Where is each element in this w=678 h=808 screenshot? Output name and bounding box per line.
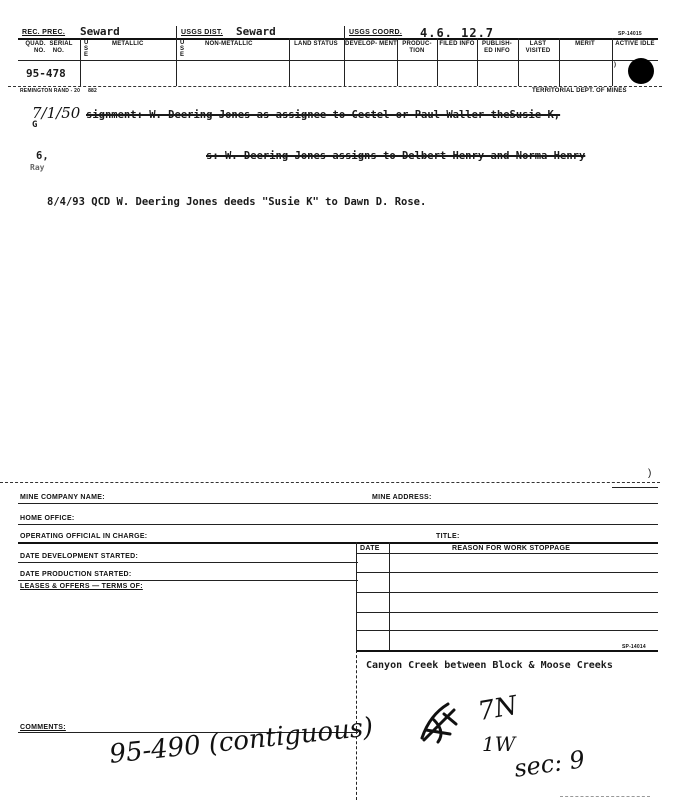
handwritten-range: 1W <box>482 732 516 756</box>
handwritten-scribble-icon <box>414 690 474 750</box>
entry-1-continued: G <box>32 120 38 130</box>
form-rule <box>18 524 658 525</box>
stoppage-header-rule <box>356 553 658 554</box>
date-column-header: DATE <box>360 545 380 552</box>
bottom-edge-mark <box>560 796 650 797</box>
stoppage-row-rule <box>356 592 658 593</box>
comments-label: COMMENTS: <box>20 724 66 731</box>
col-land-status: LAND STATUS <box>294 41 338 47</box>
usgs-coord-label: USGS COORD. <box>349 29 403 36</box>
date-production-label: DATE PRODUCTION STARTED: <box>20 571 132 578</box>
column-divider <box>518 38 519 86</box>
form-rule <box>18 542 658 544</box>
column-divider <box>559 38 560 86</box>
mine-address-label: MINE ADDRESS: <box>372 494 432 501</box>
form-rule <box>18 580 358 581</box>
entry-2-text: s: W. Deering Jones assigns to Delbert Henry and Norma Henry <box>206 150 586 162</box>
form-rule <box>18 562 358 563</box>
entry-2-continued: Ray <box>30 163 45 172</box>
col-filed-info: FILED INFO <box>439 41 475 47</box>
header-rule <box>18 38 658 40</box>
usgs-dist-value: Seward <box>236 25 276 38</box>
reason-column-header: REASON FOR WORK STOPPAGE <box>452 545 571 552</box>
stoppage-left-border <box>356 542 357 650</box>
record-bottom-rule <box>8 86 662 87</box>
handwritten-comment: 95-490 (contiguous) <box>108 712 375 770</box>
title-label: TITLE: <box>436 533 460 540</box>
stoppage-row-rule <box>356 612 658 613</box>
operating-official-label: OPERATING OFFICIAL IN CHARGE: <box>20 533 148 540</box>
entry-1-date: 7/1/50 <box>32 104 81 122</box>
header-divider <box>344 26 345 38</box>
territorial-dept: TERRITORIAL DEPT. OF MINES <box>532 88 627 94</box>
column-header-rule <box>18 60 658 61</box>
rec-prec-label: REC. PREC. <box>22 29 66 36</box>
corner-mark: ) <box>648 468 652 479</box>
entry-3: 8/4/93 QCD W. Deering Jones deeds "Susie K" to Dawn D. Rose. <box>47 196 427 208</box>
col-non-metallic: NON-METALLIC <box>205 41 253 47</box>
column-divider <box>289 38 290 86</box>
location-text: Canyon Creek between Block & Moose Creeks <box>366 660 613 671</box>
stoppage-bottom-rule <box>356 650 658 652</box>
active-dot-icon <box>628 58 654 84</box>
quad-serial-value: 95-478 <box>26 67 66 80</box>
form-rule <box>18 503 658 504</box>
form-number-top: SP-14015 <box>618 31 642 37</box>
handwritten-section: sec: 9 <box>512 745 587 783</box>
col-active-idle: ACTIVE IDLE <box>615 41 655 47</box>
usgs-dist-label: USGS DIST. <box>181 29 223 36</box>
lower-top-rule <box>0 482 660 483</box>
corner-rule <box>612 487 658 488</box>
col-production: PRODUC- TION <box>402 41 432 54</box>
header-divider <box>176 26 177 38</box>
active-mark: ) <box>614 62 616 68</box>
col-last-visited: LAST VISITED <box>525 41 551 54</box>
usgs-coord-value: 4.6. 12.7 <box>420 26 495 40</box>
printer-mark: REMINGTON RAND - 20 882 <box>20 88 98 94</box>
leases-offers-label: LEASES & OFFERS — TERMS OF: <box>20 583 143 590</box>
column-divider <box>80 38 81 86</box>
home-office-label: HOME OFFICE: <box>20 515 75 522</box>
entry-1-text: signment: W. Deering Jones as assignee to Cectel or Paul Waller theSusie K, <box>86 109 561 121</box>
column-divider <box>437 38 438 86</box>
col-quad-serial: QUAD. SERIAL NO. NO. <box>25 41 73 54</box>
column-divider <box>176 38 177 86</box>
rec-prec-value: Seward <box>80 25 120 38</box>
column-divider <box>397 38 398 86</box>
entry-2-date: 6, <box>36 150 49 162</box>
date-development-label: DATE DEVELOPMENT STARTED: <box>20 553 139 560</box>
col-merit: MERIT <box>575 41 595 47</box>
mine-company-name-label: MINE COMPANY NAME: <box>20 494 105 501</box>
stoppage-date-divider <box>389 542 390 650</box>
col-published-info: PUBLISH- ED INFO <box>482 41 512 54</box>
nonmetallic-side-letters: U S E <box>180 40 185 58</box>
column-divider <box>612 38 613 86</box>
col-metallic: METALLIC <box>112 41 144 47</box>
stoppage-row-rule <box>356 630 658 631</box>
metallic-side-letters: U S E <box>84 40 89 58</box>
column-divider <box>344 38 345 86</box>
stoppage-row-rule <box>356 572 658 573</box>
col-development: DEVELOP- MENT <box>345 41 397 47</box>
handwritten-township: 7N <box>475 690 520 728</box>
form-number-bottom: SP-14014 <box>622 644 646 650</box>
column-divider <box>477 38 478 86</box>
